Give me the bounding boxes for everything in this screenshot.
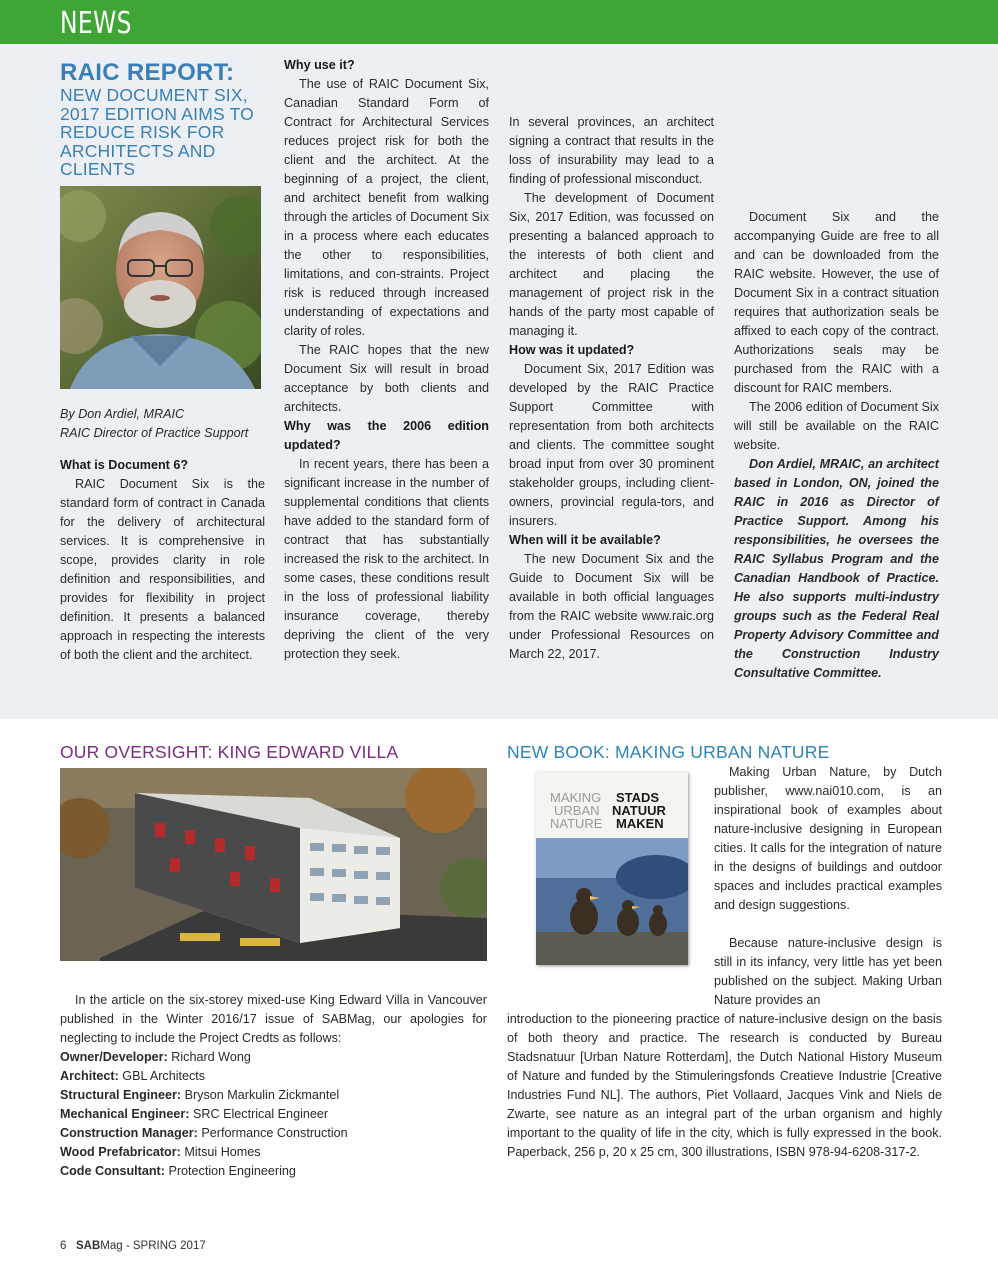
book-title: NEW BOOK: MAKING URBAN NATURE	[507, 742, 830, 762]
credit-role: Structural Engineer:	[60, 1088, 182, 1102]
king-edward-villa-photo	[60, 768, 487, 961]
book-cover	[536, 772, 688, 965]
cover-line-1b: STADS	[616, 790, 660, 805]
raic-report-title	[60, 60, 270, 179]
para-provinces: In several provinces, an architect signing a contract that results in the loss of insurability may lead to a finding of professional misconduct.	[509, 115, 714, 186]
oversight-intro: In the article on the six-storey mixed-use King Edward Villa in Vancouver published in the Winter 2016/17 issue of SABMag, our apologies for neglecting to include the Project Credts as follows:	[60, 993, 487, 1045]
credit-role: Architect:	[60, 1069, 119, 1083]
para-2006-available: The 2006 edition of Document Six will still be available on the RAIC website.	[734, 400, 939, 452]
oversight-title: OUR OVERSIGHT: KING EDWARD VILLA	[60, 742, 399, 762]
credit-row	[60, 1143, 487, 1162]
credit-role: Mechanical Engineer:	[60, 1107, 190, 1121]
byline-name: By Don Ardiel, MRAIC	[60, 407, 185, 421]
heading-what: What is Document 6?	[60, 458, 189, 472]
column-1	[60, 456, 265, 665]
credit-name: Mitsui Homes	[184, 1145, 261, 1159]
credit-name: Performance Construction	[201, 1126, 348, 1140]
credit-role: Owner/Developer:	[60, 1050, 168, 1064]
heading-2006: Why was the 2006 edition updated?	[284, 419, 489, 452]
byline-role: RAIC Director of Practice Support	[60, 426, 249, 440]
heading-when: When will it be available?	[509, 533, 661, 547]
raic-title-sub: NEW DOCUMENT SIX, 2017 EDITION AIMS TO REDUCE RISK FOR ARCHITECTS AND CLIENTS	[60, 85, 254, 179]
book-para-2a	[714, 934, 942, 1010]
cover-line-1a: MAKING	[550, 790, 602, 805]
credit-row	[60, 1105, 487, 1124]
para-what: RAIC Document Six is the standard form of contract in Canada for the delivery of architectural services. It is comprehensive in scope, provides clarity in role definition and responsibilities, and provides for flexibility in project definition. It presents a balanced approach in respecting the interests of both the client and the architect.	[60, 477, 265, 662]
credit-row	[60, 1048, 487, 1067]
para-when: The new Document Six and the Guide to Document Six will be available in both official languages from the RAIC website www.raic.org under Professional Resources on March 22, 2017.	[509, 552, 714, 661]
cover-line-2a: URBAN	[554, 803, 600, 818]
credit-row	[60, 1162, 487, 1181]
book-p1-text: Making Urban Nature, by Dutch publisher, www.nai010.com, is an inspirational book of examples about nature-inclusive designing in European cities. It calls for the integration of nature in the designs of buildings and outdoor spaces and includes practical examples and design suggestions.	[714, 765, 942, 912]
book-para-1	[714, 763, 942, 915]
credit-name: SRC Electrical Engineer	[192, 1107, 329, 1121]
cover-line-2b: NATUUR	[612, 803, 666, 818]
cover-line-3b: MAKEN	[616, 816, 664, 831]
para-2006: In recent years, there has been a significant increase in the number of supplemental conditions that clients have added to the standard form of contract that has substantially increased the risk to the architect. In some cases, these conditions result in the loss of professional liability insurance coverage, thereby depriving the client of the very protection they seek.	[284, 457, 489, 661]
heading-how: How was it updated?	[509, 343, 635, 357]
byline	[60, 405, 270, 443]
credit-name: GBL Architects	[122, 1069, 206, 1083]
cover-line-3a: NATURE	[550, 816, 603, 831]
credit-row	[60, 1086, 487, 1105]
page-number: 6	[60, 1240, 67, 1252]
credit-role: Construction Manager:	[60, 1126, 198, 1140]
column-3	[509, 113, 714, 664]
para-why-2: The RAIC hopes that the new Document Six will result in broad acceptance by both clients and architects.	[284, 343, 489, 414]
para-development: The development of Document Six, 2017 Edition, was focussed on presenting a balanced approach to the interests of both client and architect and placing the management of project risk in the hands of the party most capable of managing it.	[509, 191, 714, 338]
credit-name: Protection Engineering	[168, 1164, 296, 1178]
brand-bold: SAB	[76, 1240, 101, 1252]
para-how: Document Six, 2017 Edition was developed by the RAIC Practice Support Committee with representation from both architects and clients. The committee sought broad input from over 30 prominent stakeholder groups, including client-owners, provincial regula-tors, and insurers.	[509, 362, 714, 528]
oversight-body	[60, 991, 487, 1181]
author-portrait	[60, 186, 261, 389]
credit-row	[60, 1124, 487, 1143]
credit-row	[60, 1067, 487, 1086]
heading-why: Why use it?	[284, 58, 355, 72]
column-4	[734, 208, 939, 683]
column-2	[284, 56, 489, 664]
news-header-bar	[0, 0, 998, 44]
credit-name: Bryson Markulin Zickmantel	[184, 1088, 340, 1102]
raic-title-bold: RAIC REPORT:	[60, 59, 235, 86]
credit-name: Richard Wong	[171, 1050, 251, 1064]
author-bio: Don Ardiel, MRAIC, an architect based in London, ON, joined the RAIC in 2016 as Director of Practice Support. Among his responsibilities, he oversees the RAIC Syllabus Program and the Canadian Handbook of Practice. He also supports multi-industry groups such as the Federal Real Property Advisory Committee and the Construction Industry Consultative Committee.	[734, 457, 939, 680]
page-footer	[60, 1240, 206, 1252]
book-p2b-text: introduction to the pioneering practice of nature-inclusive design on the basis of both theory and practice. The research is conducted by Bureau Stadsnatuur [Urban Nature Rotterdam], the Dutch National History Museum of Nature and funded by the Stimuleringsfonds Creatieve Industrie [Creative Industries Fund NL]. The authors, Piet Vollaard, Jacques Vink and Niels de Zwarte, see nature as an integral part of the urban organism and highly important to the quality of life in the city, which is fully expressed in the book. Paperback, 256 p, 20 x 25 cm, 300 illustrations, ISBN 978-94-6208-317-2.	[507, 1012, 942, 1159]
credit-role: Code Consultant:	[60, 1164, 165, 1178]
brand-rest: Mag - SPRING 2017	[100, 1240, 206, 1252]
para-why-1: The use of RAIC Document Six, Canadian Standard Form of Contract for Architectural Services reduces project risk for both the client and the architect. At the beginning of a project, the client, and architect benefit from walking through the articles of Document Six in a process where each educates the other to responsibilities, limitations, and con-straints. Project risk is reduced through increased understanding of expectations and clarity of roles.	[284, 77, 489, 338]
book-para-2b	[507, 1010, 942, 1162]
section-label: NEWS	[60, 6, 132, 41]
para-free: Document Six and the accompanying Guide are free to all and can be downloaded from the RAIC website. However, the use of Document Six in a contract situation requires that authorization seals be affixed to each copy of the contract. Authorizations seals may be purchased from the RAIC with a discount for RAIC members.	[734, 210, 939, 395]
credit-role: Wood Prefabricator:	[60, 1145, 181, 1159]
book-p2a-text: Because nature-inclusive design is still in its infancy, very little has yet been published on the subject. Making Urban Nature provides an	[714, 936, 942, 1007]
